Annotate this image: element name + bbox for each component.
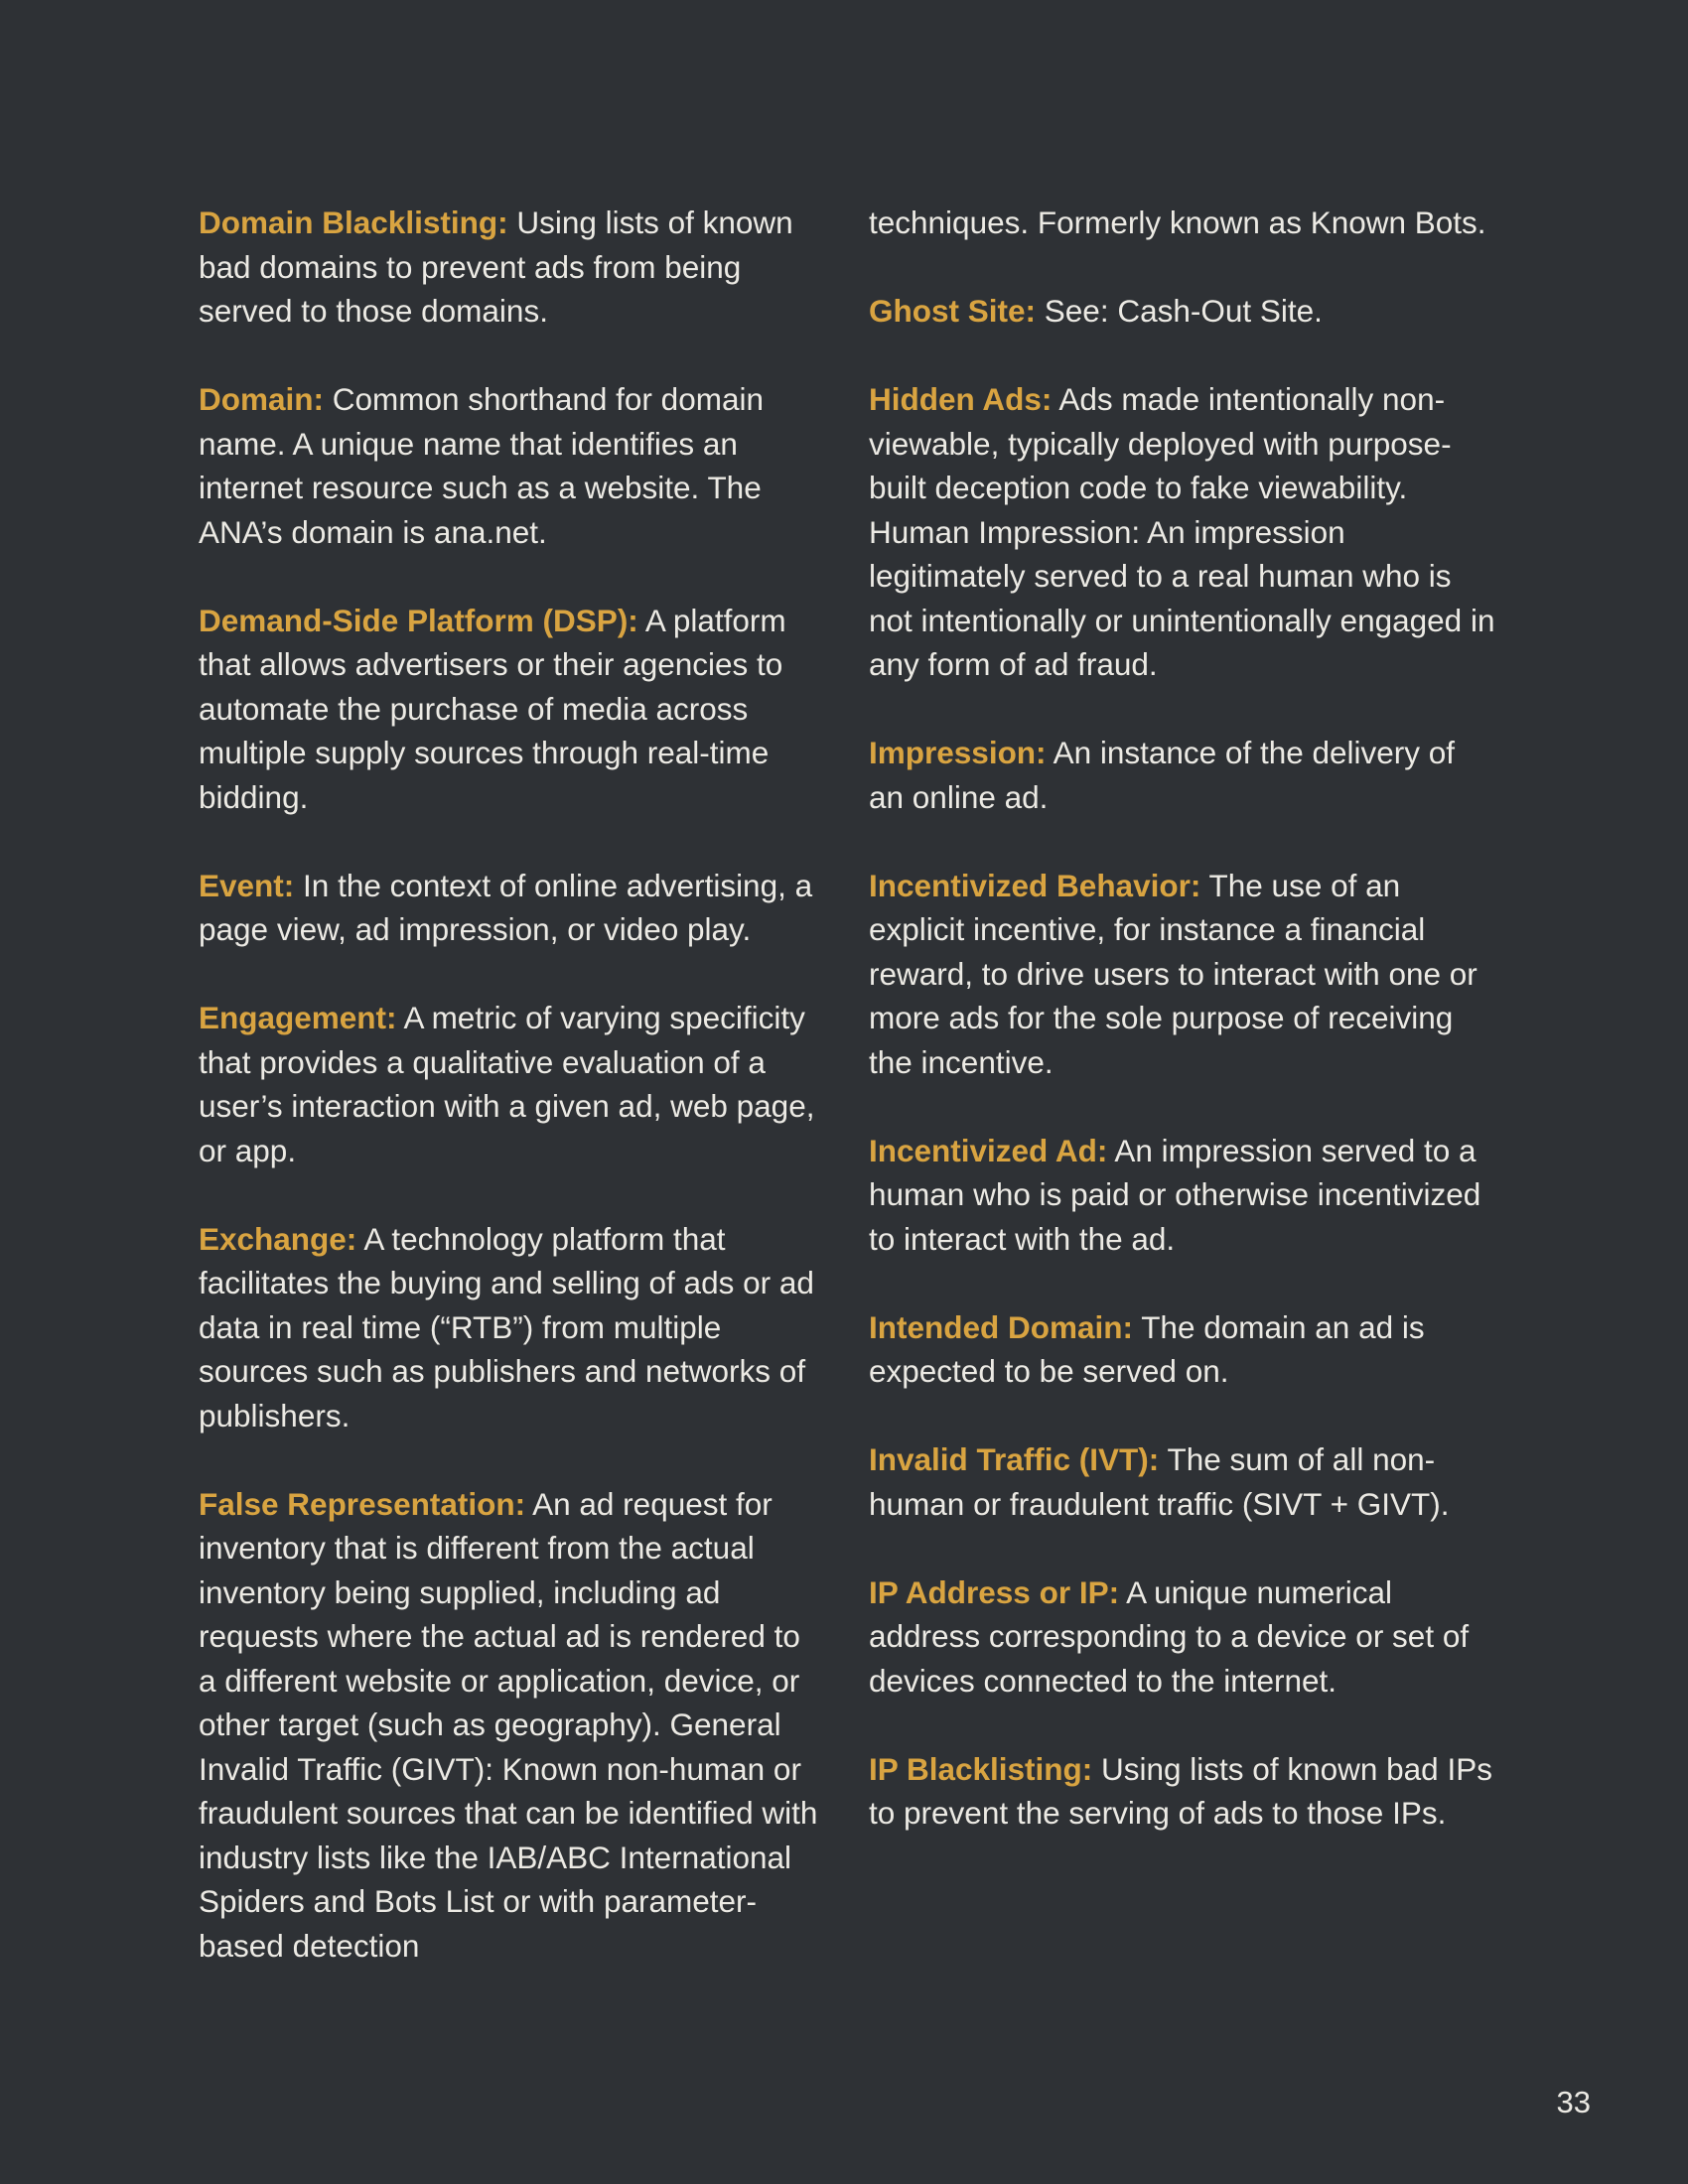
glossary-entry xyxy=(199,377,826,554)
glossary-term: Ghost Site: xyxy=(869,293,1037,329)
glossary-term: Domain Blacklisting: xyxy=(199,205,508,240)
glossary-term: Incentivized Behavior: xyxy=(869,867,1201,903)
glossary-definition: Common shorthand for domain name. A unique name that identifies an internet resource such as a website. The ANA’s domain is ana.net. xyxy=(199,381,764,550)
glossary-definition: An instance of the delivery of an online ad. xyxy=(869,735,1456,815)
glossary-definition: A metric of varying specificity that provides a qualitative evaluation of a user’s interaction with a given ad, web page, or app. xyxy=(199,1000,815,1168)
glossary-definition: The sum of all non-human or fraudulent traffic (SIVT + GIVT). xyxy=(869,1441,1450,1522)
glossary-term: Impression: xyxy=(869,735,1047,770)
glossary-definition: See: Cash-Out Site. xyxy=(1044,293,1323,329)
glossary-entry xyxy=(869,289,1496,334)
glossary-entry xyxy=(199,996,826,1172)
glossary-definition: techniques. Formerly known as Known Bots. xyxy=(869,205,1486,240)
glossary-continuation xyxy=(869,201,1496,245)
glossary-entry xyxy=(199,864,826,952)
glossary-entry xyxy=(869,731,1496,819)
page-number: 33 xyxy=(1556,2085,1591,2119)
glossary-definition: The use of an explicit incentive, for instance a financial reward, to drive users to interact with one or more ads for the sole purpose of receiving the incentive. xyxy=(869,867,1477,1080)
glossary-entry xyxy=(869,1570,1496,1704)
glossary-term: False Representation: xyxy=(199,1485,526,1522)
glossary-definition: Using lists of known bad domains to prevent ads from being served to those domains. xyxy=(199,205,793,329)
glossary-definition: A platform that allows advertisers or their agencies to automate the purchase of media across multiple supply sources through real-time bidding. xyxy=(199,602,786,815)
glossary-entry xyxy=(199,1217,826,1438)
glossary-left-column xyxy=(199,201,826,2012)
glossary-definition: A unique numerical address corresponding to a device or set of devices connected to the internet. xyxy=(869,1573,1470,1699)
glossary-right-column xyxy=(869,201,1496,1879)
glossary-entry xyxy=(869,377,1496,687)
glossary-entry xyxy=(199,1482,826,1969)
glossary-definition: The domain an ad is expected to be served on. xyxy=(869,1308,1425,1389)
glossary-definition: Using lists of known bad IPs to prevent the serving of ads to those IPs. xyxy=(869,1750,1492,1831)
glossary-term: IP Address or IP: xyxy=(869,1573,1120,1610)
glossary-term: Hidden Ads: xyxy=(869,381,1053,417)
glossary-term: Intended Domain: xyxy=(869,1308,1133,1345)
glossary-term: Invalid Traffic (IVT): xyxy=(869,1441,1160,1477)
glossary-definition: An ad request for inventory that is different from the actual inventory being supplied, including ad requests where the actual ad is rendered to a different website or application, device, or other target (such as geography). General Invalid Traffic (GIVT): Known non-human or fraudulent sources that can be identified with industry lists like the IAB/ABC International Spiders and Bots List or with parameter-based detection xyxy=(199,1485,818,1964)
glossary-entry xyxy=(869,1437,1496,1526)
glossary-term: Domain: xyxy=(199,381,324,417)
glossary-entry xyxy=(199,599,826,820)
glossary-term: Engagement: xyxy=(199,1000,397,1035)
glossary-definition: Ads made intentionally non-viewable, typically deployed with purpose-built deception code to fake viewability. Human Impression: An impression legitimately served to a real human who is not intentionally or unintentionally engaged in any form of ad fraud. xyxy=(869,381,1495,682)
glossary-entry xyxy=(869,864,1496,1085)
glossary-term: IP Blacklisting: xyxy=(869,1750,1093,1787)
glossary-term: Exchange: xyxy=(199,1220,357,1257)
glossary-entry xyxy=(199,201,826,334)
glossary-entry xyxy=(869,1747,1496,1836)
glossary-entry xyxy=(869,1305,1496,1394)
glossary-definition: In the context of online advertising, a page view, ad impression, or video play. xyxy=(199,867,813,947)
glossary-entry xyxy=(869,1129,1496,1262)
glossary-term: Event: xyxy=(199,867,295,903)
glossary-definition: An impression served to a human who is paid or otherwise incentivized to interact with the ad. xyxy=(869,1132,1481,1257)
glossary-definition: A technology platform that facilitates the buying and selling of ads or ad data in real time (“RTB”) from multiple sources such as publishers and networks of publishers. xyxy=(199,1220,814,1433)
glossary-term: Demand-Side Platform (DSP): xyxy=(199,602,638,638)
glossary-term: Incentivized Ad: xyxy=(869,1132,1108,1168)
